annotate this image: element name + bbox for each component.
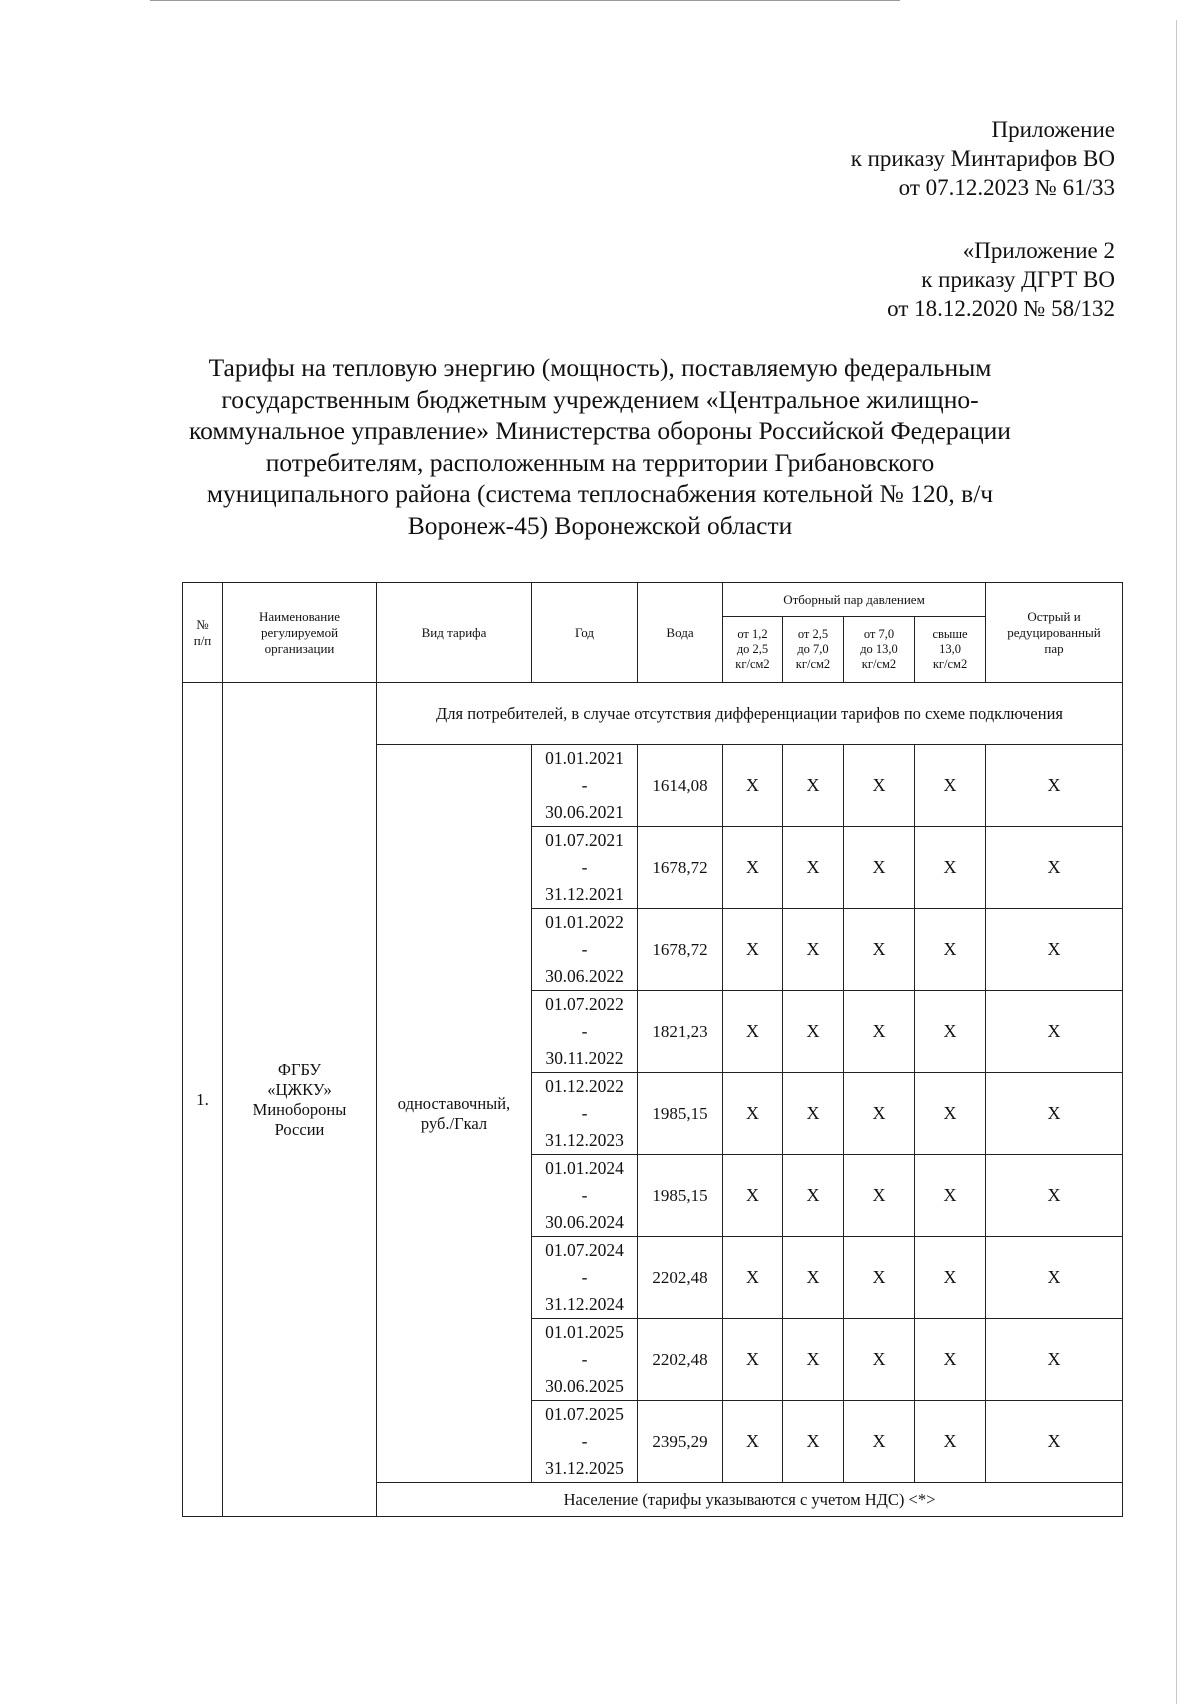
title-line: муниципального района (система теплоснабжения котельной № 120, в/ч <box>206 479 994 508</box>
water-tariff: 1678,72 <box>638 827 723 909</box>
header-steam-4 <box>915 617 986 683</box>
period-cell <box>532 991 638 1073</box>
steam-tariff-cell: Х <box>723 827 783 909</box>
header-water: Вода <box>638 583 723 683</box>
document-title <box>180 352 1020 541</box>
header-sharp-line: Острый и <box>1027 608 1081 624</box>
title-line: Воронеж-45) Воронежской области <box>407 510 793 540</box>
water-tariff: 1678,72 <box>638 909 723 991</box>
period-start: 01.12.2022 <box>545 1076 624 1096</box>
steam-tariff-cell: Х <box>723 991 783 1073</box>
header-steam-1 <box>723 617 783 683</box>
steam-tariff-cell: Х <box>915 745 986 827</box>
header-steam-line: кг/см2 <box>735 657 770 671</box>
title-line: государственным бюджетным учреждением «Центральное жилищно- <box>221 384 979 414</box>
header-steam-group: Отборный пар давлением <box>723 583 986 617</box>
period-sep: - <box>581 1431 588 1451</box>
water-tariff: 2202,48 <box>638 1237 723 1319</box>
steam-tariff-cell: Х <box>915 1237 986 1319</box>
approval-1-line: к приказу Минтарифов ВО <box>850 146 1115 171</box>
steam-tariff-cell: Х <box>915 909 986 991</box>
section-header-1: Для потребителей, в случае отсутствия дифференциации тарифов по схеме подключения <box>377 683 1123 745</box>
header-sharp-line: пар <box>1044 640 1064 656</box>
steam-tariff-cell: Х <box>915 1319 986 1401</box>
period-end: 30.11.2022 <box>545 1048 624 1068</box>
period-sep: - <box>581 939 588 959</box>
sharp-steam-cell: Х <box>986 909 1123 991</box>
header-steam-line: до 7,0 <box>797 642 829 656</box>
steam-tariff-cell: Х <box>844 1155 915 1237</box>
org-name-line: Минобороны <box>252 1099 347 1119</box>
steam-tariff-cell: Х <box>915 1401 986 1483</box>
header-org <box>223 583 377 683</box>
steam-tariff-cell: Х <box>723 1073 783 1155</box>
scan-top-edge <box>150 0 900 1</box>
approval-block-1 <box>851 115 1115 202</box>
header-steam-3 <box>844 617 915 683</box>
period-start: 01.07.2021 <box>545 830 624 850</box>
period-start: 01.07.2024 <box>545 1240 624 1260</box>
org-name-line: России <box>274 1119 325 1139</box>
water-tariff: 2202,48 <box>638 1319 723 1401</box>
steam-tariff-cell: Х <box>783 1401 844 1483</box>
tariff-type-line: руб./Гкал <box>420 1113 488 1133</box>
org-name-line: ФГБУ <box>277 1059 322 1079</box>
approval-2-line: «Приложение 2 <box>962 238 1115 263</box>
approval-2-line: к приказу ДГРТ ВО <box>921 267 1115 292</box>
steam-tariff-cell: Х <box>783 1155 844 1237</box>
sharp-steam-cell: Х <box>986 1319 1123 1401</box>
period-cell <box>532 1401 638 1483</box>
period-sep: - <box>581 1185 588 1205</box>
period-start: 01.07.2025 <box>545 1404 624 1424</box>
steam-tariff-cell: Х <box>723 1319 783 1401</box>
header-org-line: Наименование <box>259 608 340 624</box>
period-end: 31.12.2025 <box>545 1458 624 1478</box>
header-num-line: п/п <box>193 632 212 648</box>
header-year: Год <box>532 583 638 683</box>
sharp-steam-cell: Х <box>986 1155 1123 1237</box>
steam-tariff-cell: Х <box>783 1319 844 1401</box>
steam-tariff-cell: Х <box>783 827 844 909</box>
header-steam-line: от 1,2 <box>737 627 768 641</box>
steam-tariff-cell: Х <box>723 1401 783 1483</box>
steam-tariff-cell: Х <box>723 1155 783 1237</box>
header-steam-line: 13,0 <box>939 642 961 656</box>
sharp-steam-cell: Х <box>986 1073 1123 1155</box>
header-steam-line: кг/см2 <box>932 657 968 671</box>
period-end: 30.06.2024 <box>545 1212 624 1232</box>
approval-1-line: Приложение <box>991 117 1115 142</box>
sharp-steam-cell: Х <box>986 1237 1123 1319</box>
org-name-line: «ЦЖКУ» <box>267 1079 332 1099</box>
steam-tariff-cell: Х <box>723 745 783 827</box>
steam-tariff-cell: Х <box>915 827 986 909</box>
period-cell <box>532 1237 638 1319</box>
row-number: 1. <box>183 683 223 1517</box>
period-sep: - <box>581 1267 588 1287</box>
period-cell <box>532 745 638 827</box>
period-end: 30.06.2022 <box>545 966 624 986</box>
header-org-line: регулируемой <box>260 624 339 640</box>
period-end: 31.12.2023 <box>545 1130 624 1150</box>
period-cell <box>532 1319 638 1401</box>
period-sep: - <box>581 775 588 795</box>
tariff-table <box>182 582 1123 1517</box>
period-cell <box>532 1073 638 1155</box>
steam-tariff-cell: Х <box>783 1237 844 1319</box>
water-tariff: 2395,29 <box>638 1401 723 1483</box>
header-steam-line: от 2,5 <box>797 627 829 641</box>
period-cell <box>532 1155 638 1237</box>
steam-tariff-cell: Х <box>844 1073 915 1155</box>
period-sep: - <box>581 857 588 877</box>
header-steam-2 <box>783 617 844 683</box>
header-steam-line: кг/см2 <box>861 657 897 671</box>
tariff-type-cell <box>377 745 532 1483</box>
period-start: 01.01.2025 <box>545 1322 624 1342</box>
header-steam-line: до 2,5 <box>736 642 769 656</box>
header-sharp-steam <box>986 583 1123 683</box>
water-tariff: 1985,15 <box>638 1155 723 1237</box>
approval-block-2 <box>887 236 1115 323</box>
sharp-steam-cell: Х <box>986 827 1123 909</box>
section-header-2: Население (тарифы указываются с учетом НДС) <*> <box>377 1483 1123 1517</box>
header-num-line: № <box>196 616 209 632</box>
period-start: 01.01.2024 <box>545 1158 624 1178</box>
title-line: Тарифы на тепловую энергию (мощность), поставляемую федеральным <box>208 353 992 382</box>
water-tariff: 1985,15 <box>638 1073 723 1155</box>
steam-tariff-cell: Х <box>844 909 915 991</box>
header-tariff-type: Вид тарифа <box>377 583 532 683</box>
approval-2-line: от 18.12.2020 № 58/132 <box>887 296 1115 321</box>
header-steam-line: от 7,0 <box>863 627 895 641</box>
water-tariff: 1614,08 <box>638 745 723 827</box>
scan-right-edge <box>1176 20 1177 1704</box>
steam-tariff-cell: Х <box>915 991 986 1073</box>
period-end: 30.06.2021 <box>545 802 624 822</box>
title-line: коммунальное управление» Министерства обороны Российской Федерации <box>189 416 1011 445</box>
period-sep: - <box>581 1021 588 1041</box>
period-end: 30.06.2025 <box>545 1376 624 1396</box>
sharp-steam-cell: Х <box>986 991 1123 1073</box>
header-steam-line: кг/см2 <box>795 657 831 671</box>
steam-tariff-cell: Х <box>723 909 783 991</box>
steam-tariff-cell: Х <box>844 1401 915 1483</box>
steam-tariff-cell: Х <box>915 1073 986 1155</box>
title-line: потребителям, расположенным на территории Грибановского <box>265 447 935 477</box>
steam-tariff-cell: Х <box>783 991 844 1073</box>
period-end: 31.12.2024 <box>545 1294 624 1314</box>
header-sharp-line: редуцированный <box>1007 624 1101 640</box>
header-steam-line: до 13,0 <box>860 642 898 656</box>
steam-tariff-cell: Х <box>844 1319 915 1401</box>
period-cell <box>532 909 638 991</box>
header-steam-line: свыше <box>932 627 968 641</box>
water-tariff: 1821,23 <box>638 991 723 1073</box>
period-end: 31.12.2021 <box>545 884 624 904</box>
period-start: 01.01.2021 <box>545 748 624 768</box>
header-org-line: организации <box>264 640 335 656</box>
steam-tariff-cell: Х <box>915 1155 986 1237</box>
period-start: 01.01.2022 <box>545 912 624 932</box>
steam-tariff-cell: Х <box>844 1237 915 1319</box>
org-name <box>223 683 377 1517</box>
period-sep: - <box>581 1103 588 1123</box>
period-sep: - <box>581 1349 588 1369</box>
steam-tariff-cell: Х <box>844 827 915 909</box>
sharp-steam-cell: Х <box>986 745 1123 827</box>
steam-tariff-cell: Х <box>783 1073 844 1155</box>
period-start: 01.07.2022 <box>545 994 624 1014</box>
approval-1-line: от 07.12.2023 № 61/33 <box>898 175 1115 200</box>
sharp-steam-cell: Х <box>986 1401 1123 1483</box>
tariff-type-line: одноставочный, <box>397 1093 511 1113</box>
steam-tariff-cell: Х <box>723 1237 783 1319</box>
steam-tariff-cell: Х <box>783 909 844 991</box>
period-cell <box>532 827 638 909</box>
steam-tariff-cell: Х <box>783 745 844 827</box>
steam-tariff-cell: Х <box>844 745 915 827</box>
header-num <box>183 583 223 683</box>
steam-tariff-cell: Х <box>844 991 915 1073</box>
